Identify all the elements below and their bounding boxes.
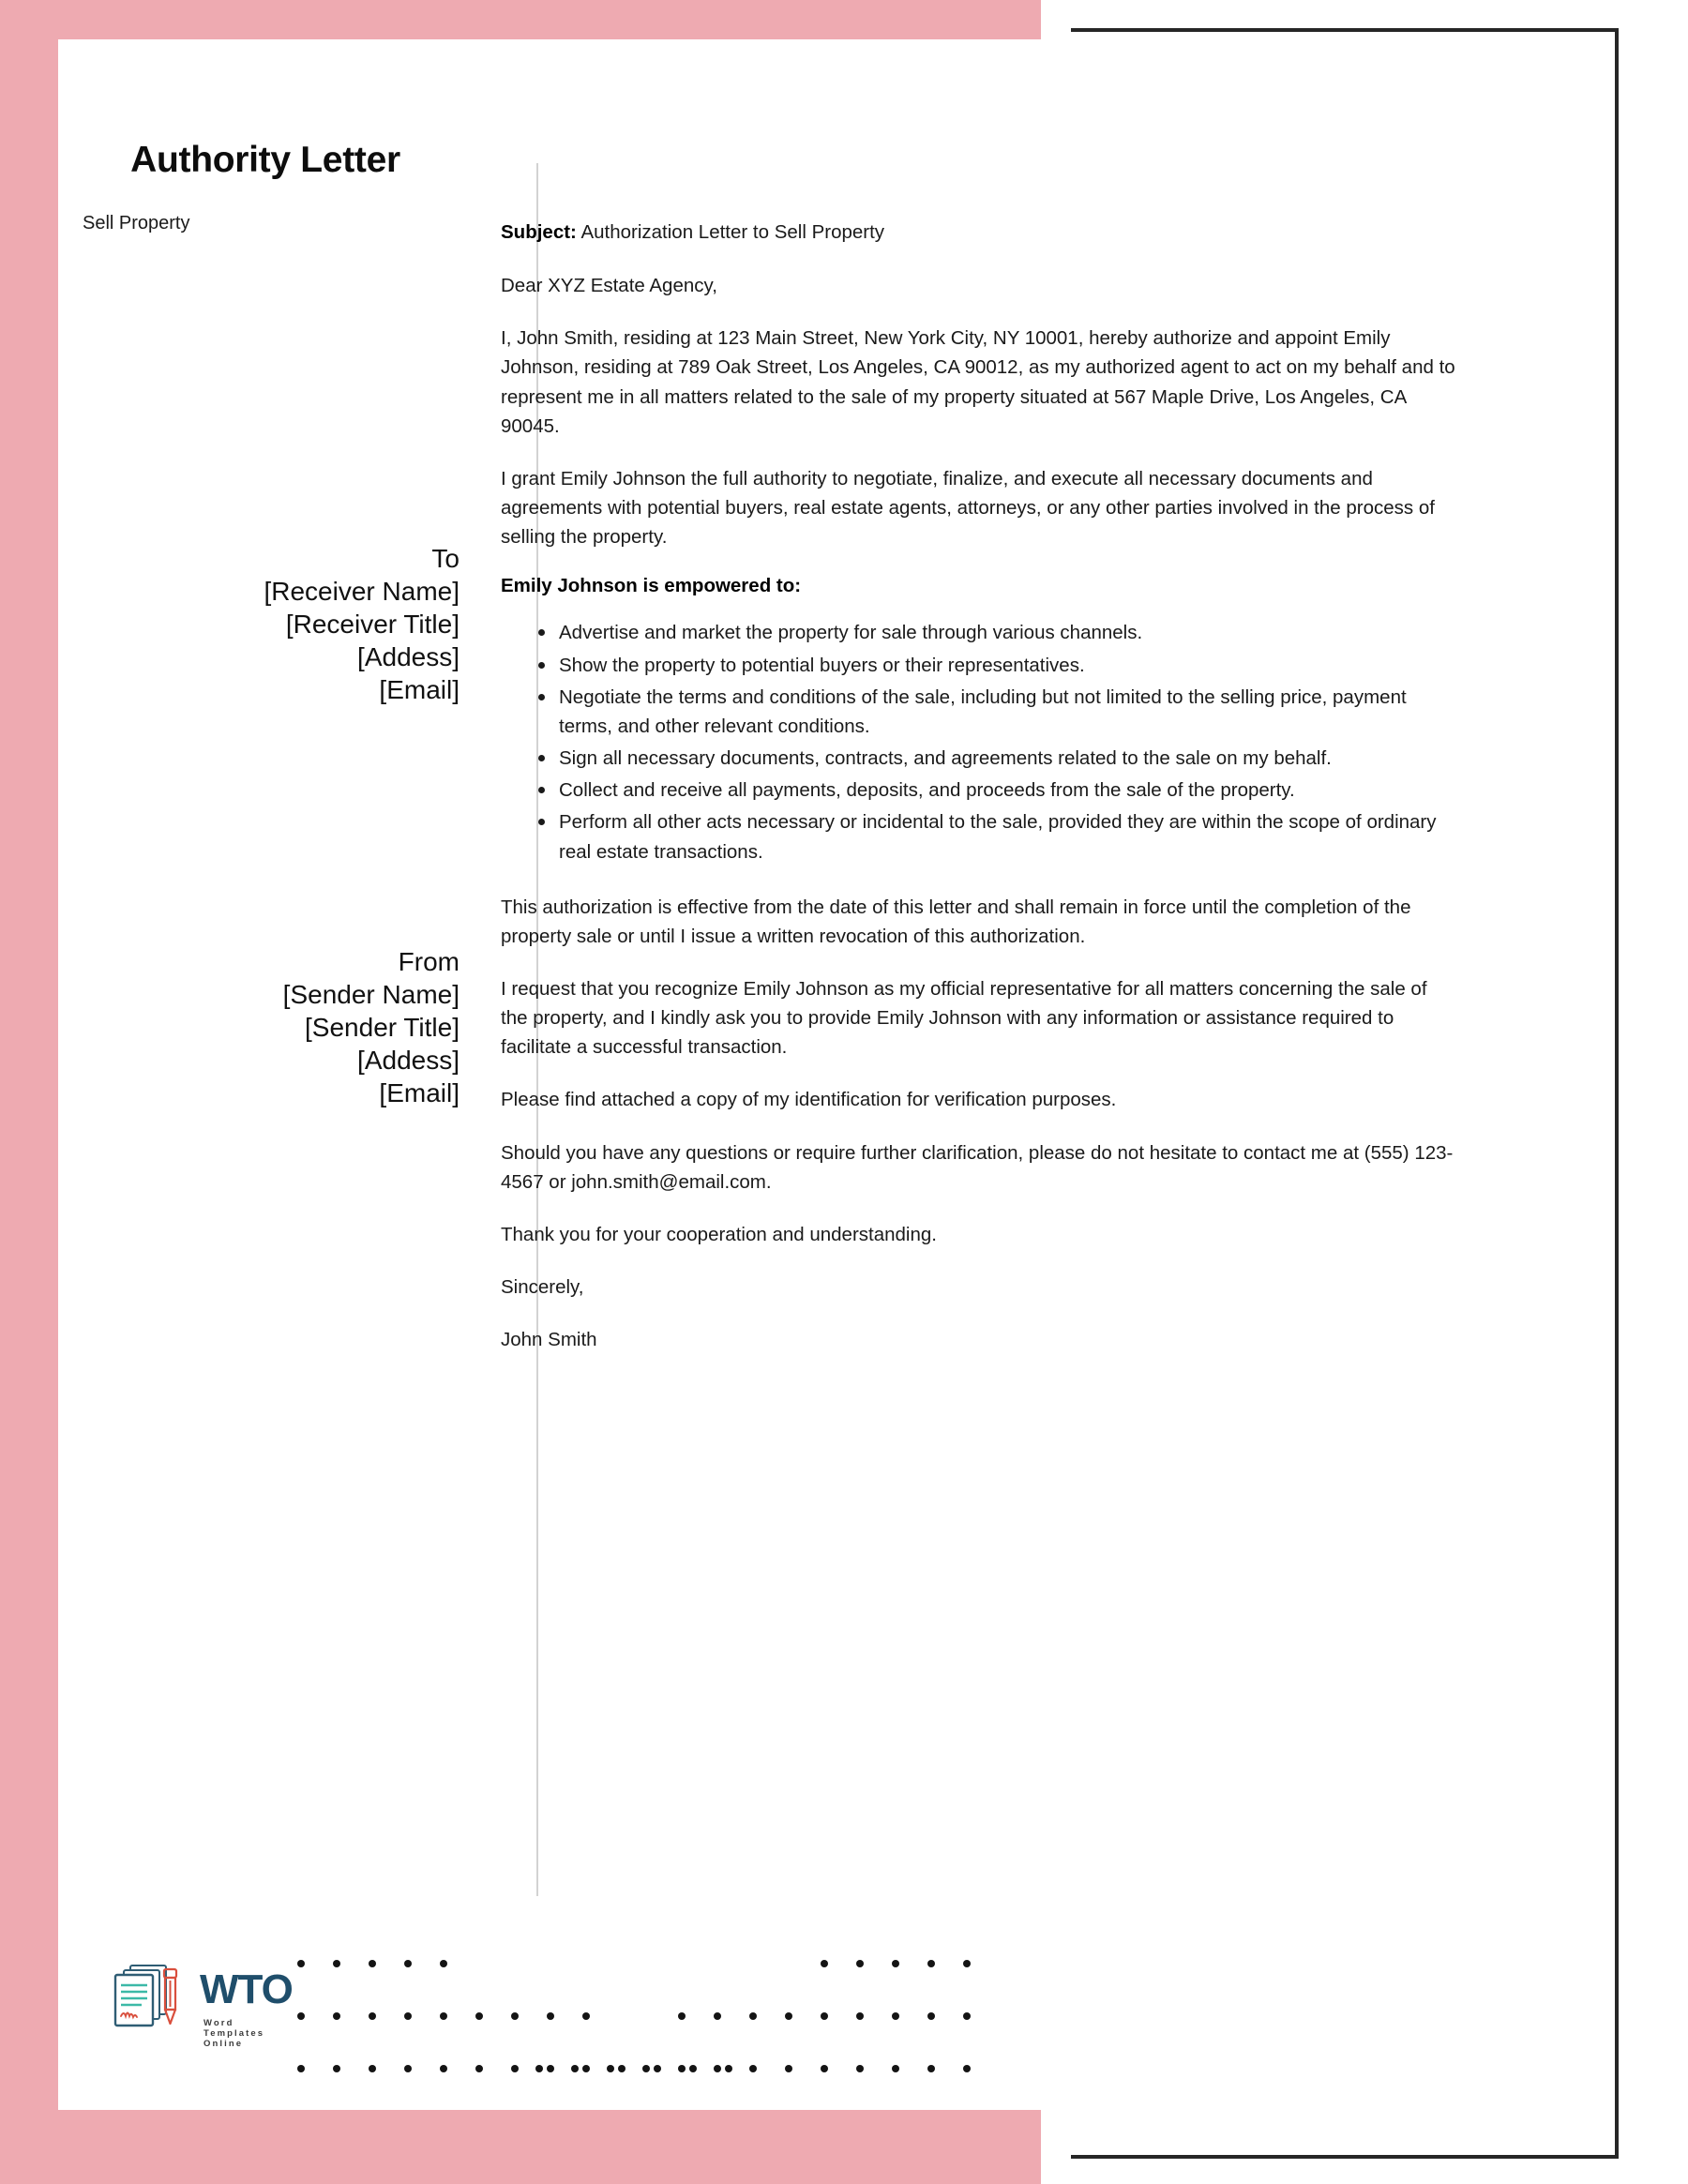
sender-block: [73, 945, 460, 1109]
decorative-dot: [333, 1960, 340, 1967]
sender-title: [Sender Title]: [305, 1013, 460, 1042]
logo-wordmark: WTO: [200, 1966, 293, 2012]
decorative-dot: [404, 1960, 412, 1967]
decorative-dot: [821, 2065, 828, 2072]
decorative-dot: [333, 2012, 340, 2020]
decorative-dot: [963, 2065, 971, 2072]
duties-list: [501, 618, 1459, 866]
subject-line: [501, 218, 1457, 247]
decorative-dot: [714, 2012, 721, 2020]
decorative-dot: [642, 2065, 650, 2072]
decorative-dot: [369, 2065, 376, 2072]
pink-frame-bottom: [0, 2110, 1041, 2184]
list-item: Negotiate the terms and conditions of the sale, including but not limited to the selling price, payment terms, and other relevant conditions.: [538, 683, 1459, 741]
decorative-dot: [333, 2065, 340, 2072]
decorative-dot: [856, 2065, 864, 2072]
decorative-dot: [927, 2065, 935, 2072]
logo-tagline: Word Templates Online: [203, 2018, 265, 2049]
letter-body: [501, 218, 1459, 1378]
paragraph-2: I grant Emily Johnson the full authority to negotiate, finalize, and execute all necessary documents and agreements with potential buyers, real estate agents, attorneys, or any other parties involved in the process of selling the property.: [501, 467, 1435, 549]
decorative-dot: [749, 2065, 757, 2072]
footer: [58, 1922, 1041, 2110]
decorative-dot: [892, 2065, 899, 2072]
decorative-dot: [607, 2065, 614, 2072]
decorative-dot: [678, 2012, 686, 2020]
page-subtitle: Sell Property: [83, 212, 190, 233]
list-item: Advertise and market the property for sale through various channels.: [538, 618, 1459, 647]
document-pen-icon: [110, 1962, 196, 2031]
decorative-dot: [297, 2012, 305, 2020]
paragraph-3: This authorization is effective from the date of this letter and shall remain in force until the completion of the property sale or until I issue a written revocation of this authorization.: [501, 896, 1411, 947]
decorative-dot: [821, 2012, 828, 2020]
decorative-dot: [714, 2065, 721, 2072]
wto-logo: [110, 1962, 297, 2049]
decorative-dot: [963, 2012, 971, 2020]
recipient-address: [Addess]: [357, 642, 460, 671]
list-item: Sign all necessary documents, contracts, and agreements related to the sale on my behalf.: [538, 744, 1459, 773]
decorative-dot: [785, 2012, 792, 2020]
dot-row: [445, 2065, 971, 2089]
paragraph-1: I, John Smith, residing at 123 Main Street, New York City, NY 10001, hereby authorize and appoint Emily Johnson, residing at 789 Oak Street, Los Angeles, CA 90012, as my authorized agent to act on my behalf and to represent me in all matters related to the sale of my property situated at 567 Maple Drive, Los Angeles, CA 90045.: [501, 327, 1455, 437]
signature-name: John Smith: [501, 1329, 597, 1351]
decorative-dot: [892, 2012, 899, 2020]
decorative-dot: [927, 1960, 935, 1967]
recipient-name: [Receiver Name]: [264, 577, 460, 606]
subject-value: Authorization Letter to Sell Property: [576, 221, 885, 243]
dot-row: [445, 1960, 971, 1984]
recipient-title: [Receiver Title]: [285, 610, 460, 639]
page-title: Authority Letter: [130, 140, 400, 180]
recipient-heading: To: [431, 544, 460, 573]
recipient-email: [Email]: [379, 675, 460, 704]
decorative-dot: [749, 2012, 757, 2020]
sender-name: [Sender Name]: [282, 980, 460, 1009]
decorative-dot: [892, 1960, 899, 1967]
paragraph-5: Please find attached a copy of my identification for verification purposes.: [501, 1089, 1117, 1111]
subject-label: Subject:: [501, 221, 577, 243]
duties-heading: Emily Johnson is empowered to:: [501, 575, 802, 597]
dot-row: [445, 2012, 971, 2037]
decorative-dot: [927, 2012, 935, 2020]
decorative-dot: [404, 2065, 412, 2072]
decorative-dot: [821, 1960, 828, 1967]
decorative-dot: [369, 2012, 376, 2020]
list-item: Perform all other acts necessary or incidental to the sale, provided they are within the scope of ordinary real estate transactions.: [538, 807, 1459, 866]
sender-address: [Addess]: [357, 1046, 460, 1075]
closing: Sincerely,: [501, 1276, 584, 1299]
paragraph-4: I request that you recognize Emily Johnson as my official representative for all matters concerning the sale of the property, and I kindly ask you to provide Emily Johnson with any information or assistance required to facilitate a successful transaction.: [501, 977, 1427, 1059]
pink-frame-top: [0, 0, 1041, 39]
sender-heading: From: [398, 947, 460, 976]
paragraph-7: Thank you for your cooperation and understanding.: [501, 1223, 937, 1245]
decorative-dot: [856, 2012, 864, 2020]
decorative-dot: [856, 1960, 864, 1967]
decorative-dot: [963, 1960, 971, 1967]
list-item: Collect and receive all payments, deposits, and proceeds from the sale of the property.: [538, 776, 1459, 805]
recipient-block: [73, 542, 460, 706]
paragraph-6: Should you have any questions or require further clarification, please do not hesitate to contact me at (555) 123-4567 or john.smith@email.com.: [501, 1141, 1454, 1193]
decorative-dot: [297, 2065, 305, 2072]
decorative-dot: [369, 1960, 376, 1967]
letterhead: [73, 141, 458, 234]
decorative-dot: [678, 2065, 686, 2072]
decorative-dots-right: [445, 1960, 971, 2049]
salutation: Dear XYZ Estate Agency,: [501, 275, 717, 297]
decorative-dot: [571, 2065, 579, 2072]
list-item: Show the property to potential buyers or their representatives.: [538, 651, 1459, 680]
decorative-dot: [785, 2065, 792, 2072]
decorative-dot: [535, 2065, 543, 2072]
decorative-dot: [404, 2012, 412, 2020]
decorative-dot: [297, 1960, 305, 1967]
sender-email: [Email]: [379, 1078, 460, 1107]
pink-frame-left: [0, 0, 58, 2184]
